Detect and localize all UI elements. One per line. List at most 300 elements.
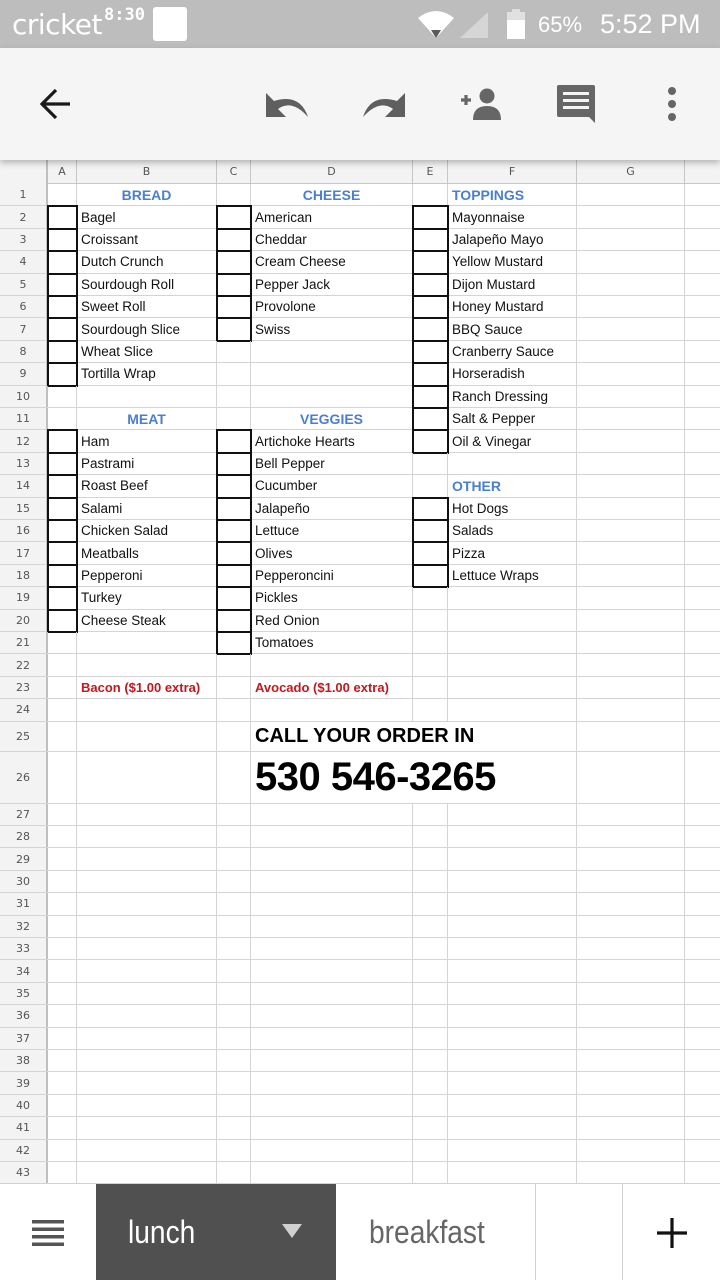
section-header-veggies[interactable]: VEGGIES: [251, 408, 413, 429]
row-header-8[interactable]: 8: [0, 341, 48, 362]
cell-G23[interactable]: [577, 677, 685, 698]
column-header-c[interactable]: C: [217, 160, 251, 184]
item-veggies[interactable]: Bell Pepper: [251, 453, 413, 474]
cell-F20[interactable]: [448, 610, 577, 631]
cell-H5[interactable]: [685, 274, 720, 295]
cell-G9[interactable]: [577, 363, 685, 384]
checkbox-other-4[interactable]: [412, 564, 449, 588]
cell-A42[interactable]: [48, 1140, 77, 1161]
cell-H12[interactable]: [685, 430, 720, 451]
row-header-40[interactable]: 40: [0, 1095, 48, 1116]
cell-F22[interactable]: [448, 654, 577, 675]
cell-E40[interactable]: [413, 1095, 448, 1116]
cell-G19[interactable]: [577, 587, 685, 608]
cell-A39[interactable]: [48, 1072, 77, 1093]
cell-G41[interactable]: [577, 1117, 685, 1138]
row-header-33[interactable]: 33: [0, 938, 48, 959]
cell-G31[interactable]: [577, 893, 685, 914]
row-header-43[interactable]: 43: [0, 1162, 48, 1183]
item-meat[interactable]: Roast Beef: [77, 475, 217, 496]
cell-F38[interactable]: [448, 1050, 577, 1071]
checkbox-cheese-2[interactable]: [216, 228, 252, 252]
cell-B41[interactable]: [77, 1117, 217, 1138]
cell-D35[interactable]: [251, 983, 413, 1004]
item-meat[interactable]: Pepperoni: [77, 565, 217, 586]
cell-G35[interactable]: [577, 983, 685, 1004]
row-header-21[interactable]: 21: [0, 632, 48, 653]
row-header-25[interactable]: 25: [0, 722, 48, 751]
select-all-corner[interactable]: [0, 160, 48, 184]
checkbox-meat-4[interactable]: [47, 497, 78, 521]
cell-B25[interactable]: [77, 722, 217, 751]
cell-H3[interactable]: [685, 229, 720, 250]
cell-F31[interactable]: [448, 893, 577, 914]
cell-E21[interactable]: [413, 632, 448, 653]
cell-B29[interactable]: [77, 848, 217, 869]
row-header-15[interactable]: 15: [0, 498, 48, 519]
share-button[interactable]: [452, 76, 508, 132]
cell-G21[interactable]: [577, 632, 685, 653]
comments-button[interactable]: [548, 76, 604, 132]
cell-A32[interactable]: [48, 916, 77, 937]
column-header-g[interactable]: G: [577, 160, 685, 184]
checkbox-meat-5[interactable]: [47, 519, 78, 543]
cell-E23[interactable]: [413, 677, 448, 698]
cell-A38[interactable]: [48, 1050, 77, 1071]
cell-A27[interactable]: [48, 804, 77, 825]
back-button[interactable]: [28, 76, 84, 132]
cell-C22[interactable]: [217, 654, 251, 675]
cell-H25[interactable]: [685, 722, 720, 751]
cell-B22[interactable]: [77, 654, 217, 675]
cell-D40[interactable]: [251, 1095, 413, 1116]
cell-B10[interactable]: [77, 386, 217, 407]
cell-E35[interactable]: [413, 983, 448, 1004]
cell-D36[interactable]: [251, 1005, 413, 1026]
checkbox-veggies-4[interactable]: [216, 497, 252, 521]
cell-D41[interactable]: [251, 1117, 413, 1138]
row-header-41[interactable]: 41: [0, 1117, 48, 1138]
cell-H40[interactable]: [685, 1095, 720, 1116]
cell-G36[interactable]: [577, 1005, 685, 1026]
cell-H9[interactable]: [685, 363, 720, 384]
cell-C29[interactable]: [217, 848, 251, 869]
cell-D8[interactable]: [251, 341, 413, 362]
item-bread[interactable]: Tortilla Wrap: [77, 363, 217, 384]
checkbox-veggies-7[interactable]: [216, 564, 252, 588]
cell-E29[interactable]: [413, 848, 448, 869]
checkbox-bread-5[interactable]: [47, 295, 78, 319]
item-meat[interactable]: Ham: [77, 430, 217, 451]
checkbox-veggies-8[interactable]: [216, 586, 252, 610]
add-sheet-button[interactable]: [623, 1184, 720, 1280]
cell-A36[interactable]: [48, 1005, 77, 1026]
cell-G25[interactable]: [577, 722, 685, 751]
cell-H1[interactable]: [685, 184, 720, 205]
cell-C34[interactable]: [217, 960, 251, 981]
undo-button[interactable]: [259, 76, 315, 132]
column-header-e[interactable]: E: [413, 160, 448, 184]
cell-C35[interactable]: [217, 983, 251, 1004]
cell-H41[interactable]: [685, 1117, 720, 1138]
cell-G40[interactable]: [577, 1095, 685, 1116]
cell-E41[interactable]: [413, 1117, 448, 1138]
column-header-f[interactable]: F: [448, 160, 577, 184]
checkbox-bread-7[interactable]: [47, 340, 78, 364]
item-toppings[interactable]: Horseradish: [448, 363, 577, 384]
checkbox-cheese-3[interactable]: [216, 250, 252, 274]
checkbox-toppings-11[interactable]: [412, 429, 449, 453]
cell-G22[interactable]: [577, 654, 685, 675]
row-header-20[interactable]: 20: [0, 610, 48, 631]
cell-F29[interactable]: [448, 848, 577, 869]
cell-H24[interactable]: [685, 699, 720, 720]
cell-F21[interactable]: [448, 632, 577, 653]
cell-H18[interactable]: [685, 565, 720, 586]
cell-F28[interactable]: [448, 826, 577, 847]
cell-C40[interactable]: [217, 1095, 251, 1116]
cell-H23[interactable]: [685, 677, 720, 698]
row-header-36[interactable]: 36: [0, 1005, 48, 1026]
item-veggies[interactable]: Pepperoncini: [251, 565, 413, 586]
cell-G32[interactable]: [577, 916, 685, 937]
cell-H13[interactable]: [685, 453, 720, 474]
cell-H28[interactable]: [685, 826, 720, 847]
item-bread[interactable]: Sourdough Roll: [77, 274, 217, 295]
cell-A28[interactable]: [48, 826, 77, 847]
cell-H32[interactable]: [685, 916, 720, 937]
cell-H17[interactable]: [685, 542, 720, 563]
cell-H8[interactable]: [685, 341, 720, 362]
cell-C9[interactable]: [217, 363, 251, 384]
cell-H15[interactable]: [685, 498, 720, 519]
cell-A1[interactable]: [48, 184, 77, 205]
item-cheese[interactable]: American: [251, 206, 413, 227]
row-header-39[interactable]: 39: [0, 1072, 48, 1093]
cell-F36[interactable]: [448, 1005, 577, 1026]
cell-E24[interactable]: [413, 699, 448, 720]
cell-B26[interactable]: [77, 752, 217, 803]
checkbox-meat-9[interactable]: [47, 609, 78, 633]
checkbox-toppings-1[interactable]: [412, 205, 449, 229]
cell-G24[interactable]: [577, 699, 685, 720]
cell-G12[interactable]: [577, 430, 685, 451]
item-toppings[interactable]: Dijon Mustard: [448, 274, 577, 295]
item-other[interactable]: Lettuce Wraps: [448, 565, 577, 586]
cell-B38[interactable]: [77, 1050, 217, 1071]
row-header-42[interactable]: 42: [0, 1140, 48, 1161]
phone-number[interactable]: 530 546-3265: [251, 752, 577, 803]
checkbox-meat-1[interactable]: [47, 429, 78, 453]
item-bread[interactable]: Dutch Crunch: [77, 251, 217, 272]
row-header-27[interactable]: 27: [0, 804, 48, 825]
row-header-35[interactable]: 35: [0, 983, 48, 1004]
item-meat[interactable]: Meatballs: [77, 542, 217, 563]
cell-H21[interactable]: [685, 632, 720, 653]
cell-G28[interactable]: [577, 826, 685, 847]
cell-G18[interactable]: [577, 565, 685, 586]
checkbox-cheese-6[interactable]: [216, 317, 252, 341]
cell-D9[interactable]: [251, 363, 413, 384]
checkbox-toppings-2[interactable]: [412, 228, 449, 252]
cell-G3[interactable]: [577, 229, 685, 250]
cell-D10[interactable]: [251, 386, 413, 407]
checkbox-veggies-1[interactable]: [216, 429, 252, 453]
cell-H37[interactable]: [685, 1028, 720, 1049]
cell-C41[interactable]: [217, 1117, 251, 1138]
row-header-3[interactable]: 3: [0, 229, 48, 250]
cell-H4[interactable]: [685, 251, 720, 272]
cell-D30[interactable]: [251, 871, 413, 892]
item-other[interactable]: Pizza: [448, 542, 577, 563]
cell-C1[interactable]: [217, 184, 251, 205]
cell-H42[interactable]: [685, 1140, 720, 1161]
row-header-1[interactable]: 1: [0, 184, 48, 205]
cell-C37[interactable]: [217, 1028, 251, 1049]
cell-H10[interactable]: [685, 386, 720, 407]
item-toppings[interactable]: Honey Mustard: [448, 296, 577, 317]
item-toppings[interactable]: Oil & Vinegar: [448, 430, 577, 451]
cell-F27[interactable]: [448, 804, 577, 825]
row-header-6[interactable]: 6: [0, 296, 48, 317]
cell-C31[interactable]: [217, 893, 251, 914]
checkbox-toppings-8[interactable]: [412, 362, 449, 386]
row-header-37[interactable]: 37: [0, 1028, 48, 1049]
cell-A31[interactable]: [48, 893, 77, 914]
cell-D22[interactable]: [251, 654, 413, 675]
cell-H38[interactable]: [685, 1050, 720, 1071]
cell-F43[interactable]: [448, 1162, 577, 1183]
cell-H20[interactable]: [685, 610, 720, 631]
item-toppings[interactable]: Mayonnaise: [448, 206, 577, 227]
cell-C36[interactable]: [217, 1005, 251, 1026]
row-header-38[interactable]: 38: [0, 1050, 48, 1071]
cell-E1[interactable]: [413, 184, 448, 205]
cell-B42[interactable]: [77, 1140, 217, 1161]
cell-E22[interactable]: [413, 654, 448, 675]
checkbox-cheese-5[interactable]: [216, 295, 252, 319]
cell-A43[interactable]: [48, 1162, 77, 1183]
row-header-14[interactable]: 14: [0, 475, 48, 496]
item-bread[interactable]: Sourdough Slice: [77, 318, 217, 339]
item-veggies[interactable]: Artichoke Hearts: [251, 430, 413, 451]
cell-A25[interactable]: [48, 722, 77, 751]
cell-H35[interactable]: [685, 983, 720, 1004]
row-header-11[interactable]: 11: [0, 408, 48, 429]
cell-A37[interactable]: [48, 1028, 77, 1049]
item-veggies[interactable]: Tomatoes: [251, 632, 413, 653]
cell-H16[interactable]: [685, 520, 720, 541]
cell-F42[interactable]: [448, 1140, 577, 1161]
cell-D27[interactable]: [251, 804, 413, 825]
item-meat[interactable]: Salami: [77, 498, 217, 519]
row-header-30[interactable]: 30: [0, 871, 48, 892]
cell-G1[interactable]: [577, 184, 685, 205]
item-cheese[interactable]: Pepper Jack: [251, 274, 413, 295]
cell-F40[interactable]: [448, 1095, 577, 1116]
cell-C23[interactable]: [217, 677, 251, 698]
cell-B21[interactable]: [77, 632, 217, 653]
row-header-22[interactable]: 22: [0, 654, 48, 675]
cell-B43[interactable]: [77, 1162, 217, 1183]
checkbox-bread-1[interactable]: [47, 205, 78, 229]
row-header-31[interactable]: 31: [0, 893, 48, 914]
cell-D28[interactable]: [251, 826, 413, 847]
cell-E39[interactable]: [413, 1072, 448, 1093]
cell-A24[interactable]: [48, 699, 77, 720]
row-header-24[interactable]: 24: [0, 699, 48, 720]
column-header-h[interactable]: [685, 160, 720, 184]
item-other[interactable]: Salads: [448, 520, 577, 541]
cell-E37[interactable]: [413, 1028, 448, 1049]
row-header-16[interactable]: 16: [0, 520, 48, 541]
row-header-17[interactable]: 17: [0, 542, 48, 563]
cell-H27[interactable]: [685, 804, 720, 825]
item-meat[interactable]: Turkey: [77, 587, 217, 608]
cell-H30[interactable]: [685, 871, 720, 892]
spreadsheet-grid[interactable]: [0, 160, 720, 1183]
cell-E30[interactable]: [413, 871, 448, 892]
item-cheese[interactable]: Provolone: [251, 296, 413, 317]
checkbox-veggies-6[interactable]: [216, 541, 252, 565]
cell-B27[interactable]: [77, 804, 217, 825]
cell-H22[interactable]: [685, 654, 720, 675]
cell-F37[interactable]: [448, 1028, 577, 1049]
checkbox-cheese-1[interactable]: [216, 205, 252, 229]
chevron-down-icon[interactable]: [282, 1224, 302, 1238]
row-header-29[interactable]: 29: [0, 848, 48, 869]
item-toppings[interactable]: Cranberry Sauce: [448, 341, 577, 362]
row-header-28[interactable]: 28: [0, 826, 48, 847]
cell-D31[interactable]: [251, 893, 413, 914]
row-header-34[interactable]: 34: [0, 960, 48, 981]
cell-D34[interactable]: [251, 960, 413, 981]
cell-E31[interactable]: [413, 893, 448, 914]
checkbox-other-3[interactable]: [412, 541, 449, 565]
item-cheese[interactable]: Swiss: [251, 318, 413, 339]
section-header-bread[interactable]: BREAD: [77, 184, 217, 205]
item-bread[interactable]: Croissant: [77, 229, 217, 250]
cell-B30[interactable]: [77, 871, 217, 892]
row-header-5[interactable]: 5: [0, 274, 48, 295]
checkbox-bread-8[interactable]: [47, 362, 78, 386]
cell-G26[interactable]: [577, 752, 685, 803]
item-cheese[interactable]: Cream Cheese: [251, 251, 413, 272]
checkbox-meat-3[interactable]: [47, 474, 78, 498]
cell-F19[interactable]: [448, 587, 577, 608]
cell-G13[interactable]: [577, 453, 685, 474]
cell-F13[interactable]: [448, 453, 577, 474]
item-toppings[interactable]: Salt & Pepper: [448, 408, 577, 429]
cell-B36[interactable]: [77, 1005, 217, 1026]
cell-C43[interactable]: [217, 1162, 251, 1183]
row-header-13[interactable]: 13: [0, 453, 48, 474]
row-header-19[interactable]: 19: [0, 587, 48, 608]
cell-E36[interactable]: [413, 1005, 448, 1026]
cell-G20[interactable]: [577, 610, 685, 631]
cell-B24[interactable]: [77, 699, 217, 720]
cell-C39[interactable]: [217, 1072, 251, 1093]
call-to-action[interactable]: CALL YOUR ORDER IN: [251, 722, 577, 751]
cell-F34[interactable]: [448, 960, 577, 981]
cell-G10[interactable]: [577, 386, 685, 407]
item-other[interactable]: Hot Dogs: [448, 498, 577, 519]
column-header-b[interactable]: B: [77, 160, 217, 184]
cell-H6[interactable]: [685, 296, 720, 317]
cell-G17[interactable]: [577, 542, 685, 563]
cell-E28[interactable]: [413, 826, 448, 847]
cell-G43[interactable]: [577, 1162, 685, 1183]
cell-H34[interactable]: [685, 960, 720, 981]
cell-G37[interactable]: [577, 1028, 685, 1049]
cell-H39[interactable]: [685, 1072, 720, 1093]
cell-E32[interactable]: [413, 916, 448, 937]
cell-F24[interactable]: [448, 699, 577, 720]
checkbox-other-2[interactable]: [412, 519, 449, 543]
cell-C8[interactable]: [217, 341, 251, 362]
cell-D42[interactable]: [251, 1140, 413, 1161]
checkbox-toppings-5[interactable]: [412, 295, 449, 319]
section-header-cheese[interactable]: CHEESE: [251, 184, 413, 205]
cell-A29[interactable]: [48, 848, 77, 869]
cell-F41[interactable]: [448, 1117, 577, 1138]
item-toppings[interactable]: BBQ Sauce: [448, 318, 577, 339]
cell-B32[interactable]: [77, 916, 217, 937]
cell-H11[interactable]: [685, 408, 720, 429]
item-toppings[interactable]: Jalapeño Mayo: [448, 229, 577, 250]
item-bread[interactable]: Wheat Slice: [77, 341, 217, 362]
cell-E13[interactable]: [413, 453, 448, 474]
cell-B39[interactable]: [77, 1072, 217, 1093]
cell-H43[interactable]: [685, 1162, 720, 1183]
cell-F30[interactable]: [448, 871, 577, 892]
cell-H19[interactable]: [685, 587, 720, 608]
item-toppings[interactable]: Yellow Mustard: [448, 251, 577, 272]
cell-D32[interactable]: [251, 916, 413, 937]
cell-H26[interactable]: [685, 752, 720, 803]
cell-G14[interactable]: [577, 475, 685, 496]
row-header-23[interactable]: 23: [0, 677, 48, 698]
tab-breakfast[interactable]: [336, 1184, 536, 1280]
checkbox-bread-2[interactable]: [47, 228, 78, 252]
cell-A40[interactable]: [48, 1095, 77, 1116]
item-bread[interactable]: Bagel: [77, 206, 217, 227]
row-header-9[interactable]: 9: [0, 363, 48, 384]
cell-C42[interactable]: [217, 1140, 251, 1161]
cell-G42[interactable]: [577, 1140, 685, 1161]
cell-G16[interactable]: [577, 520, 685, 541]
section-header-other[interactable]: OTHER: [448, 475, 577, 496]
cell-B34[interactable]: [77, 960, 217, 981]
cell-G7[interactable]: [577, 318, 685, 339]
cell-E42[interactable]: [413, 1140, 448, 1161]
item-veggies[interactable]: Red Onion: [251, 610, 413, 631]
cell-H14[interactable]: [685, 475, 720, 496]
cell-D29[interactable]: [251, 848, 413, 869]
cell-E33[interactable]: [413, 938, 448, 959]
cell-G27[interactable]: [577, 804, 685, 825]
row-header-4[interactable]: 4: [0, 251, 48, 272]
cell-A35[interactable]: [48, 983, 77, 1004]
cell-C38[interactable]: [217, 1050, 251, 1071]
row-header-32[interactable]: 32: [0, 916, 48, 937]
checkbox-toppings-3[interactable]: [412, 250, 449, 274]
checkbox-veggies-3[interactable]: [216, 474, 252, 498]
cell-H7[interactable]: [685, 318, 720, 339]
cell-C28[interactable]: [217, 826, 251, 847]
column-header-a[interactable]: A: [48, 160, 77, 184]
checkbox-bread-3[interactable]: [47, 250, 78, 274]
